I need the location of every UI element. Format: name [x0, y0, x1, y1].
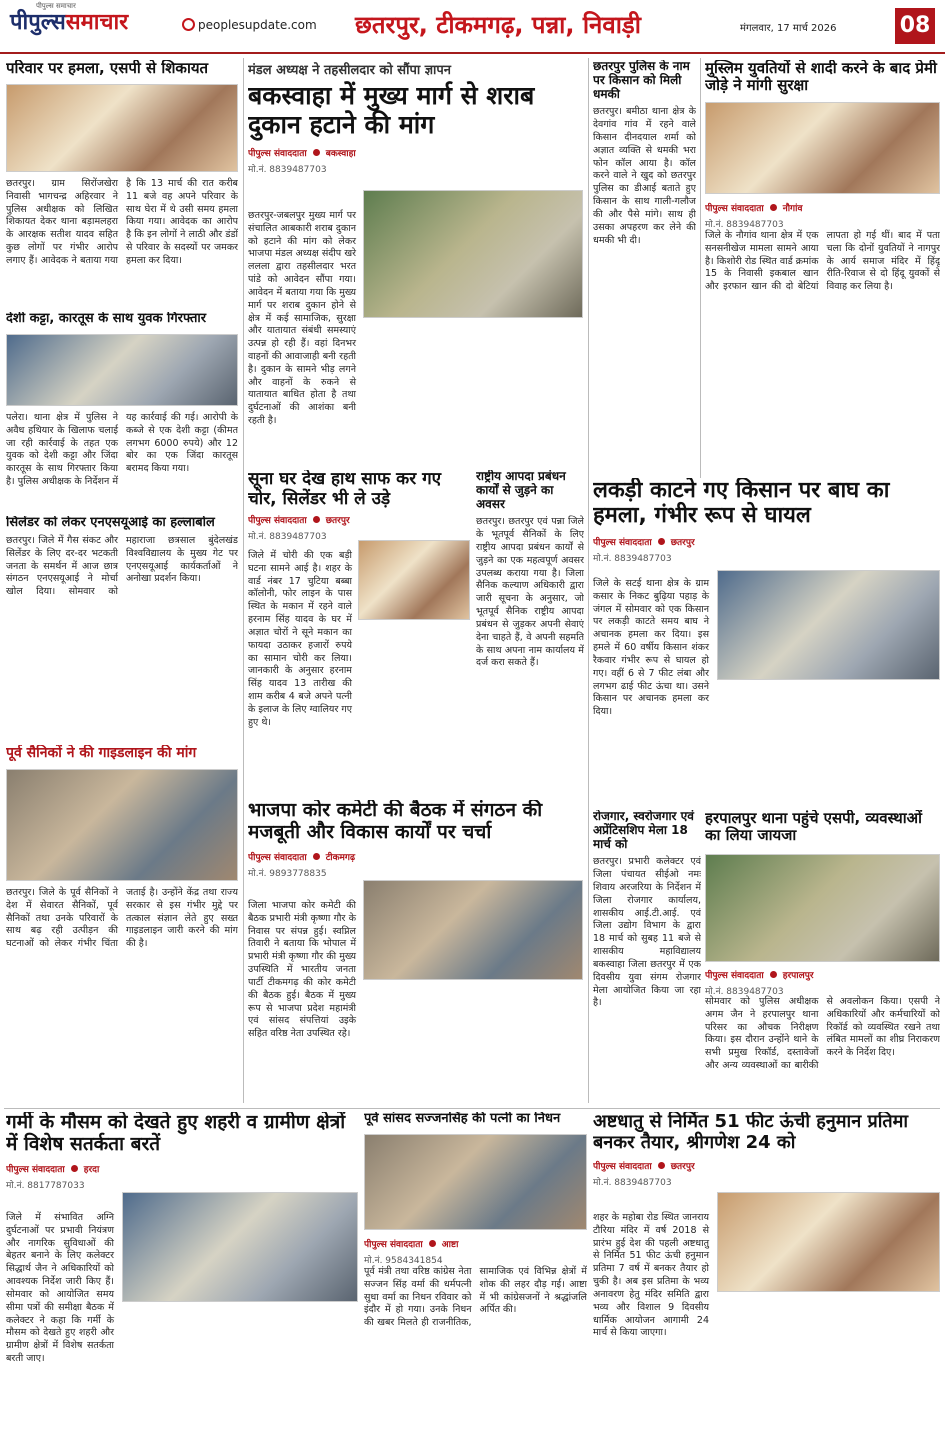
headline: लकड़ी काटने गए किसान पर बाघ का हमला, गंभीर रूप से घायल: [593, 478, 890, 529]
byline-location: टीकमगढ़: [325, 852, 356, 863]
reporter-mobile: मो.नं. 8839487703: [593, 553, 672, 564]
kicker: मंडल अध्यक्ष ने तहसीलदार को सौंपा ज्ञापन: [248, 63, 452, 78]
row-divider: [4, 1108, 940, 1109]
byline: [593, 535, 940, 548]
newspaper-logo: [10, 6, 128, 36]
byline-name: पीपुल्स संवाददाता: [248, 148, 307, 159]
headline: अष्टधातु से निर्मित 51 फीट ऊंची हनुमान प्रतिमा बनकर तैयार, श्रीगणेश 24 को: [593, 1112, 909, 1153]
story-employment-fair[interactable]: [593, 810, 701, 1105]
story-photo: [717, 570, 940, 680]
story-photo: [363, 880, 583, 980]
byline-block: [364, 1234, 459, 1266]
byline-name: पीपुल्स संवाददाता: [705, 971, 764, 981]
story-photo: [6, 84, 238, 172]
bullet-icon: [770, 971, 777, 978]
byline-block: [705, 965, 814, 997]
page-number: 08: [895, 8, 935, 44]
logo-accent: समाचार: [65, 9, 129, 35]
reporter-mobile: मो.नं. 8839487703: [705, 220, 784, 230]
column-divider: [588, 58, 589, 1103]
byline-name: पीपुल्स संवाददाता: [6, 1164, 65, 1175]
byline: [705, 968, 814, 981]
byline-name: पीपुल्स संवाददाता: [364, 1240, 423, 1250]
story-cylinder-protest[interactable]: [6, 516, 238, 736]
bullet-icon: [313, 853, 320, 860]
headline: गर्मी के मौसम को देखते हुए शहरी व ग्रामीण क्षेत्रों में विशेष सतर्कता बरतें: [6, 1112, 346, 1155]
story-body: पलेरा। थाना क्षेत्र में पुलिस ने अवैध हथियार के खिलाफ चलाई जा रही कार्रवाई के तहत एक युवक को देशी कट्टा और जिंदा कारतूस के साथ गिरफ्तार किया है। पुलिस अधीक्षक के निर्देशन में यह कार्रवाई की गई। आरोपी के कब्जे से एक देशी कट्टा (कीमत लगभग 6000 रुपये) और 12 बोर का एक जिंदा कारतूस बरामद किया गया।: [6, 412, 238, 488]
region-title: छतरपुर, टीकमगढ़, पन्ना, निवाड़ी: [355, 11, 641, 39]
byline-name: पीपुल्स संवाददाता: [248, 516, 307, 527]
reporter-mobile: मो.नं. 8817787033: [6, 1180, 85, 1191]
story-body: शहर के महोबा रोड स्थित जानराय टौरिया मंदिर में वर्ष 2018 से प्रारंभ हुई देश की पहली अष्टधातु से निर्मित 51 फीट ऊंची हनुमान प्रतिमा 7 वर्ष में बनकर तैयार हो चुकी है। अब इस प्रतिमा के भव्य अनावरण हेतु मंदिर समिति द्वारा भव्य और विशाल 9 दिवसीय धार्मिक आयोजन आगामी 24 मार्च से किया जाएगा।: [593, 1212, 709, 1339]
byline-location: छतरपुर: [670, 1162, 695, 1173]
reporter-mobile: मो.नं. 8839487703: [705, 987, 784, 997]
byline-name: पीपुल्स संवाददाता: [248, 852, 307, 863]
story-photo: [705, 854, 940, 962]
headline: हरपालपुर थाना पहुंचे एसपी, व्यवस्थाओं का लिया जायजा: [705, 810, 922, 845]
headline: देशी कट्टा, कारतूस के साथ युवक गिरफ्तार: [6, 312, 207, 326]
story-photo: [6, 769, 238, 881]
headline: पूर्व सांसद सज्जनसिंह की पत्नी का निधन: [364, 1112, 561, 1126]
reporter-mobile: मो.नं. 9893778835: [248, 868, 327, 879]
story-ex-servicemen[interactable]: [6, 745, 238, 1105]
headline: रोजगार, स्वरोजगार एवं अप्रेंटिसशिप मेला 18 मार्च को: [593, 810, 694, 851]
byline-block: [705, 198, 802, 230]
story-mp-wife-death[interactable]: [364, 1112, 587, 1440]
logo-tagline: पीपुल्स समाचार: [36, 2, 76, 10]
byline: [248, 850, 583, 863]
story-body: छतरपुर। जिले में गैस संकट और सिलेंडर के लिए दर-दर भटकती जनता के समर्थन में आज छात्र संगठन एनएसयूआई ने मोर्चा खोल दिया। सोमवार को महाराजा छत्रसाल बुंदेलखंड विश्वविद्यालय के मुख्य गेट पर एनएसयूआई कार्यकर्ताओं ने अनोखा प्रदर्शन किया।: [6, 534, 238, 598]
headline: छतरपुर पुलिस के नाम पर किसान को मिली धमकी: [593, 60, 690, 101]
story-body: जिला भाजपा कोर कमेटी की बैठक प्रभारी मंत्री कृष्णा गौर के निवास पर संपन्न हुई। स्वप्निल तिवारी ने बताया कि भोपाल में प्रभारी मंत्री कृष्णा गौर की मुख्य उपस्थिति में भारतीय जनता पार्टी टीकमगढ़ की कोर कमेटी की बैठक हुई। बैठक में मुख्य रूप से भाजपा प्रदेश महामंत्री एवं सांसद संपत्तियां उइके सहित वरिष्ठ नेता उपस्थित रहे।: [248, 900, 356, 1040]
byline: [593, 1159, 940, 1172]
story-body: जिले में संभावित अग्नि दुर्घटनाओं पर प्रभावी नियंत्रण और नागरिक सुविधाओं की बेहतर बनाने के लिए कलेक्टर सिद्धार्थ जैन ने अधिकारियों को आवश्यक निर्देश जारी किए हैं। सोमवार को आयोजित समय सीमा पत्रों की समीक्षा बैठक में कलेक्टर ने कहा कि गर्मी के मौसम को देखते हुए शहरी और ग्रामीण क्षेत्रों में विशेष सतर्कता बरती जाए।: [6, 1212, 114, 1364]
reporter-mobile: मो.नं. 8839487703: [248, 164, 327, 175]
story-photo: [364, 1134, 587, 1230]
byline: [364, 1237, 459, 1250]
story-body: छतरपुर। बमीठा थाना क्षेत्र के देवगांव गांव में रहने वाले किसान दीनदयाल शर्मा को अज्ञात व्यक्ति से धमकी भरा फोन कॉल आया है। कॉल करने वाले ने खुद को छतरपुर पुलिस का डीआई बताते हुए किसान के साथ गाली-गलौज की और पैसे मांगे। साथ ही उसका अपहरण कर लेने की धमकी भी दी।: [593, 106, 696, 246]
story-summer-alert[interactable]: [6, 1112, 358, 1440]
story-body: पूर्व मंत्री तथा वरिष्ठ कांग्रेस नेता सज्जन सिंह वर्मा की धर्मपत्नी सुधा वर्मा का निधन रविवार को इंदौर में हो गया। उनके निधन की खबर मिलते ही राजनीतिक, सामाजिक एवं विभिन्न क्षेत्रों में शोक की लहर दौड़ गई। आष्टा में भी कांग्रेसजनों ने श्रद्धांजलि अर्पित की।: [364, 1266, 587, 1329]
headline: बकस्वाहा में मुख्य मार्ग से शराब दुकान हटाने की मांग: [248, 81, 535, 139]
byline-location: हरदा: [83, 1164, 100, 1175]
headline: भाजपा कोर कमेटी की बैठक में संगठन की मजबूती और विकास कार्यों पर चर्चा: [248, 800, 543, 843]
story-hanuman-statue[interactable]: [593, 1112, 940, 1440]
byline-location: बकस्वाहा: [325, 148, 356, 159]
bullet-icon: [313, 149, 320, 156]
headline: सूना घर देख हाथ साफ कर गए चोर, सिलेंडर भी ले उड़े: [248, 470, 442, 509]
byline-name: पीपुल्स संवाददाता: [705, 204, 764, 214]
reporter-mobile: मो.नं. 8839487703: [593, 1178, 672, 1189]
reporter-mobile: मो.नं. 8839487703: [248, 532, 327, 543]
story-photo: [705, 102, 940, 194]
story-house-theft[interactable]: [248, 470, 470, 795]
story-desi-katta[interactable]: [6, 312, 238, 512]
story-farmer-threat[interactable]: [593, 60, 696, 470]
headline: पूर्व सैनिकों ने की गाइडलाइन की मांग: [6, 745, 197, 761]
story-body: जिले में चोरी की एक बड़ी घटना सामने आई है। शहर के वार्ड नंबर 17 चुटिया बब्बा कॉलोनी, फोर लाइन के पास स्थित के मकान में रहने वाले हरनाम सिंह यादव के घर में अज्ञात चोरों ने सूने मकान का फायदा उठाकर हजारों रुपये का सामान चोरी कर लिया। जानकारी के अनुसार हरनाम सिंह यादव 13 तारीख की शाम करीब 4 बजे अपने पत्नी के इलाज के लिए ग्वालियर गए हुए थे।: [248, 550, 352, 728]
story-body: छतरपुर-जबलपुर मुख्य मार्ग पर संचालित आबकारी शराब दुकान को हटाने की मांग को लेकर भाजपा मंडल अध्यक्ष संदीप खरे ललला द्वारा तहसीलदार भरत पांडे को आवेदन सौंपा गया। आवेदन में बताया गया कि मुख्य मार्ग पर शराब दुकान होने से क्षेत्र में कई सामाजिक, सुरक्षा और यातायात संबंधी समस्याएं उत्पन्न हो रही हैं। वहां दिनभर वाहनों की आवाजाही बनी रहती है। दुकान के सामने भीड़ लगने और वाहनों के रुकने से यातायात बाधित होता है तथा दुर्घटनाओं की आशंका बनी रहती है।: [248, 210, 356, 426]
byline: [705, 201, 802, 214]
headline: राष्ट्रीय आपदा प्रबंधन कार्यों से जुड़ने का अवसर: [476, 470, 566, 511]
headline: सिलेंडर को लेकर एनएसयूआई का हल्लाबोल: [6, 516, 215, 530]
story-body: जिले के नौगांव थाना क्षेत्र में एक सनसनीखेज मामला सामने आया है। किशोरी रोड स्थित वार्ड क्रमांक 15 के निवासी इकबाल खान और इरफान खान की दो बेटियां लापता हो गई थीं। बाद में पता चला कि दोनों युवतियों ने नागपुर के आर्य समाज मंदिर में हिंदू रीति-रिवाज से दो हिंदू युवकों से विवाह कर लिया है।: [705, 230, 940, 293]
bullet-icon: [770, 204, 777, 211]
bullet-icon: [658, 538, 665, 545]
reporter-mobile: मो.नं. 9584341854: [364, 1256, 443, 1266]
bullet-icon: [658, 1162, 665, 1169]
bullet-icon: [71, 1165, 78, 1172]
byline: [248, 146, 583, 159]
story-body: जिले के सटई थाना क्षेत्र के ग्राम कसार के निकट बुढ़िया पहाड़ के जंगल में सोमवार को एक किसान पर लकड़ी काटते समय बाघ ने अचानक हमला कर दिया। इस हमले में 60 वर्षीय किसान शंकर रैकवार गंभीर रूप से घायल हो गए। वहीं 6 से 7 फीट लंबा और लगभग ढाई फीट ऊंचा था। उसने किसान पर अचानक हमला कर दिया।: [593, 578, 709, 718]
logo-main: पीपुल्स: [10, 9, 66, 35]
column-divider: [243, 58, 244, 1103]
story-body: सोमवार को पुलिस अधीक्षक अगम जैन ने हरपालपुर थाना परिसर का औचक निरीक्षण किया। इस दौरान उन्होंने थाने के सभी प्रमुख रिकॉर्ड, दस्तावेजों और अन्य व्यवस्थाओं का बारीकी से अवलोकन किया। एसपी ने अधिकारियों और कर्मचारियों को रिकॉर्ड को व्यवस्थित रखने तथा लंबित मामलों का शीघ्र निराकरण करने के निर्देश दिए।: [705, 996, 940, 1072]
story-photo: [363, 190, 583, 318]
byline: [6, 1162, 358, 1175]
story-family-attack[interactable]: [6, 60, 238, 310]
story-photo: [717, 1192, 940, 1292]
byline-location: नौगांव: [782, 204, 803, 214]
story-body: छतरपुर। जिले के पूर्व सैनिकों ने देश में सेवारत सैनिकों, पूर्व सैनिकों तथा उनके परिवारों के साथ बढ़ रही उत्पीड़न की घटनाओं को लेकर गंभीर चिंता जताई है। उन्होंने केंद्र तथा राज्य सरकार से इस गंभीर मुद्दे पर तत्काल संज्ञान लेते हुए सख्त गाइडलाइन जारी करने की मांग की है।: [6, 887, 238, 950]
headline: मुस्लिम युवतियों से शादी करने के बाद प्रेमी जोड़े ने मांगी सुरक्षा: [705, 60, 937, 95]
website-link[interactable]: peoplesupdate.com: [198, 18, 317, 32]
story-body: छतरपुर। प्रभारी कलेक्टर एवं जिला पंचायत सीईओ नमः शिवाय अरजरिया के निर्देशन में जिला रोजगार कार्यालय, शासकीय आई.टी.आई. एवं जिला उद्योग विभाग के द्वारा 18 मार्च को सुबह 11 बजे से शासकीय महाविद्यालय बकस्वाहा जिला छतरपुर में एक दिवसीय युवा संगम रोजगार मेला आयोजित किया जा रहा है।: [593, 856, 701, 1009]
masthead: [0, 0, 945, 54]
date: मंगलवार, 17 मार्च 2026: [740, 23, 837, 34]
column-divider: [700, 58, 701, 478]
story-photo: [122, 1192, 358, 1302]
story-tiger-attack[interactable]: [593, 478, 940, 803]
byline-location: हरपालपुर: [782, 971, 814, 981]
byline-name: पीपुल्स संवाददाता: [593, 537, 652, 548]
story-muslim-marriage[interactable]: [705, 60, 940, 470]
globe-icon: [182, 18, 195, 31]
story-sp-visit[interactable]: [705, 810, 940, 1105]
byline-name: पीपुल्स संवाददाता: [593, 1162, 652, 1173]
story-body: छतरपुर। ग्राम सिरोंजखेरा निवासी भागचन्द्र अहिरवार ने पुलिस अधीक्षक को लिखित शिकायत देकर थाना बड़ामलहरा के आरक्षक सतीश यादव सहित कुछ लोगों पर गंभीर आरोप लगाए हैं। आवेदक ने बताया गया है कि 13 मार्च की रात करीब 11 बजे वह अपने परिवार के साथ घेरा में थे उसी समय हमला किया गया। आवेदक का आरोप है कि इन लोगों ने लाठी और डंडों से परिवार के सदस्यों पर जमकर हमला कर दिया।: [6, 178, 238, 266]
byline-location: छतरपुर: [670, 537, 695, 548]
byline-location: छतरपुर: [325, 516, 350, 527]
bullet-icon: [313, 516, 320, 523]
byline: [248, 513, 470, 526]
story-body: छतरपुर। छतरपुर एवं पन्ना जिले के भूतपूर्व सैनिकों के लिए राष्ट्रीय आपदा प्रबंधन कार्यों से जुड़ने का एक महत्वपूर्ण अवसर उपलब्ध कराया गया है। जिला सैनिक कल्याण अधिकारी द्वारा जारी सूचना के अनुसार, जो भूतपूर्व सैनिक राष्ट्रीय आपदा प्रबंधन से जुड़कर अपनी सेवाएं देना चाहते हैं, वे अपनी सहमति के साथ अपना नाम कार्यालय में दर्ज करा सकते हैं।: [476, 516, 584, 669]
story-bjp-core[interactable]: [248, 800, 583, 1105]
story-photo: [6, 334, 238, 406]
story-disaster-management[interactable]: [476, 470, 584, 795]
byline-location: आष्टा: [441, 1240, 459, 1250]
story-photo: [358, 540, 470, 620]
story-liquor-shop[interactable]: [248, 60, 583, 460]
headline: परिवार पर हमला, एसपी से शिकायत: [6, 60, 209, 77]
bullet-icon: [429, 1240, 436, 1247]
